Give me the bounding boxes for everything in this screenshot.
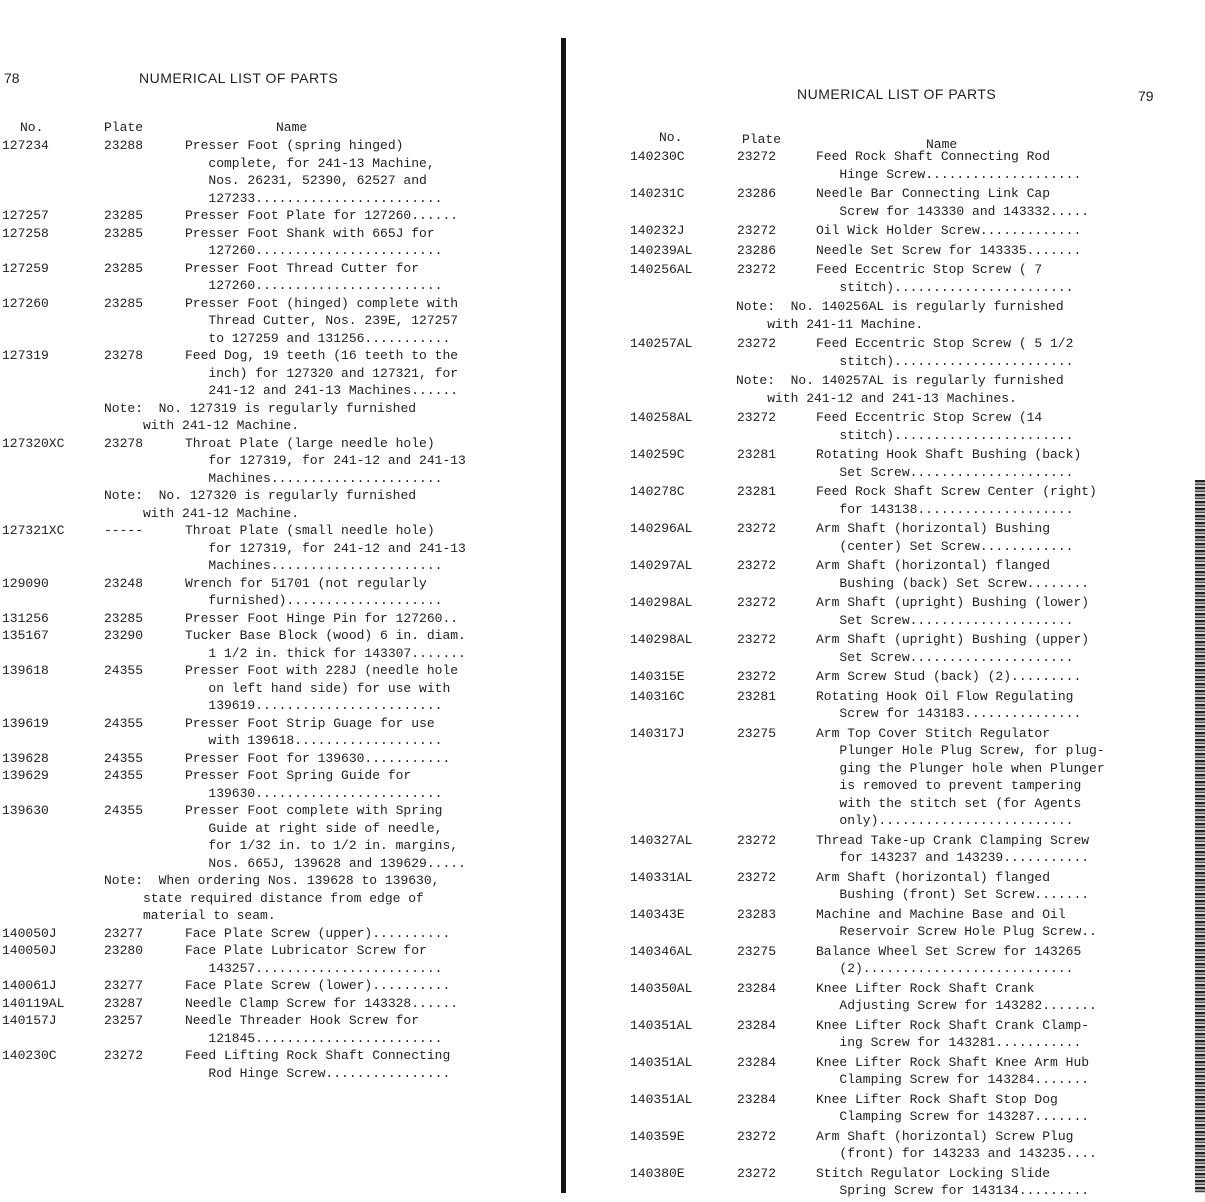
part-name-line: Set Screw..................... <box>816 464 1074 480</box>
plate-number: 23283 <box>737 906 777 922</box>
parts-row <box>576 688 1196 723</box>
part-number: 140315E <box>630 669 685 684</box>
plate-number: 23272 <box>737 262 777 277</box>
part-number: 140157J <box>2 1013 57 1028</box>
part-number: 127260 <box>2 295 49 311</box>
part-name-line: Arm Shaft (upright) Bushing (upper) <box>816 632 1090 647</box>
part-name-line: Arm Top Cover Stitch Regulator <box>816 725 1051 741</box>
plate-number: 23272 <box>737 223 777 238</box>
part-name-line: Bushing (back) Set Screw........ <box>816 575 1090 591</box>
part-name-line: Feed Rock Shaft Screw Center (right) <box>816 484 1097 499</box>
part-name-line: Screw for 143183............... <box>816 706 1082 721</box>
part-name-line: for 127319, for 241-12 and 241-13 <box>185 453 466 468</box>
plate-number: 23284 <box>737 980 777 996</box>
part-number: 140230C <box>630 149 685 164</box>
part-name-line: Knee Lifter Rock Shaft Crank Clamp- <box>816 1017 1090 1033</box>
plate-number: 23272 <box>737 149 777 164</box>
part-number: 140327AL <box>630 832 693 848</box>
part-name-line: Knee Lifter Rock Shaft Knee Arm Hub <box>816 1054 1090 1070</box>
plate-number: 23286 <box>737 242 777 258</box>
parts-row <box>0 627 560 662</box>
part-number: 140351AL <box>630 1017 693 1033</box>
part-name-line: with 139618................... <box>185 733 443 748</box>
part-number: 140256AL <box>630 262 693 277</box>
right-page-header: NUMERICAL LIST OF PARTS <box>797 86 997 102</box>
parts-row <box>576 980 1196 1015</box>
plate-number: 23277 <box>104 925 144 941</box>
parts-row <box>0 225 560 260</box>
parts-row <box>576 335 1196 370</box>
part-number: 140351AL <box>630 1054 693 1070</box>
part-name-line: for 143138.................... <box>816 501 1074 517</box>
plate-number: 23275 <box>737 943 777 959</box>
plate-number: 23272 <box>737 632 777 647</box>
part-name-line: Clamping Screw for 143284....... <box>816 1072 1090 1087</box>
note-line: with 241-12 and 241-13 Machines. <box>736 390 1017 406</box>
parts-row <box>576 906 1196 941</box>
part-name-line: Arm Shaft (horizontal) flanged <box>816 869 1051 885</box>
note-line: Note: No. 140257AL is regularly furnished <box>736 373 1064 388</box>
parts-row <box>576 483 1196 518</box>
part-name-line: Arm Shaft (horizontal) Bushing <box>816 521 1051 536</box>
part-name-line: Feed Dog, 19 teeth (16 teeth to the <box>185 348 459 363</box>
right-col-name-header: Name <box>926 137 958 152</box>
parts-row <box>576 261 1196 296</box>
part-name-line: (2)........................... <box>816 961 1074 976</box>
book-spine <box>561 38 566 1193</box>
part-name-line: Needle Set Screw for 143335....... <box>816 242 1082 258</box>
part-number: 140050J <box>2 925 57 941</box>
part-name-line: 139630........................ <box>185 785 443 801</box>
part-name-line: 121845........................ <box>185 1030 443 1046</box>
part-number: 140050J <box>2 943 57 958</box>
part-number: 140296AL <box>630 521 693 536</box>
part-number: 127259 <box>2 260 49 276</box>
left-col-name-header: Name <box>276 120 308 135</box>
parts-row <box>576 832 1196 867</box>
plate-number: 24355 <box>104 750 144 766</box>
part-name-line: Knee Lifter Rock Shaft Crank <box>816 980 1035 996</box>
right-col-plate-header: Plate <box>742 132 782 147</box>
part-name-line: stitch)....................... <box>816 279 1074 295</box>
part-name-line: ging the Plunger hole when Plunger <box>816 760 1105 776</box>
plate-number: 23281 <box>737 688 777 704</box>
part-name-line: Rotating Hook Shaft Bushing (back) <box>816 447 1082 462</box>
part-number: 140317J <box>630 725 685 741</box>
plate-number: 23285 <box>104 208 144 223</box>
parts-row <box>576 1128 1196 1163</box>
part-number: 140231C <box>630 186 685 201</box>
part-number: 139619 <box>2 715 49 731</box>
part-name-line: Face Plate Lubricator Screw for <box>185 943 427 958</box>
part-name-line: Throat Plate (large needle hole) <box>185 435 435 451</box>
part-name-line: Thread Take-up Crank Clamping Screw <box>816 832 1090 848</box>
part-name-line: Arm Shaft (upright) Bushing (lower) <box>816 595 1090 610</box>
note-line: Note: No. 140256AL is regularly furnished <box>736 299 1064 314</box>
part-name-line: is removed to prevent tampering <box>816 778 1082 793</box>
parts-row <box>0 1012 560 1047</box>
part-number: 140298AL <box>630 595 693 610</box>
plate-number: 23272 <box>104 1048 144 1063</box>
note-line: material to seam. <box>104 908 276 923</box>
note-line: state required distance from edge of <box>104 890 424 906</box>
left-col-no-header: No. <box>20 120 44 135</box>
part-name-line: Machines...................... <box>185 558 443 573</box>
part-name-line: Machines...................... <box>185 470 443 486</box>
part-name-line: 127260........................ <box>185 243 443 258</box>
plate-number: 24355 <box>104 803 144 818</box>
part-number: 139629 <box>2 768 49 783</box>
part-number: 127257 <box>2 208 49 223</box>
left-col-plate-header: Plate <box>104 120 144 135</box>
part-name-line: 143257........................ <box>185 960 443 976</box>
parts-row <box>0 260 560 295</box>
parts-row <box>0 942 560 977</box>
note-line: Note: No. 127320 is regularly furnished <box>104 488 417 503</box>
part-number: 127320XC <box>2 435 65 451</box>
part-name-line: Reservoir Screw Hole Plug Screw.. <box>816 924 1097 939</box>
parts-row <box>0 925 560 943</box>
parts-row <box>576 222 1196 240</box>
part-name-line: 1 1/2 in. thick for 143307....... <box>185 645 466 661</box>
part-name-line: 127233........................ <box>185 190 443 206</box>
part-name-line: Set Screw..................... <box>816 612 1074 628</box>
plate-number: 24355 <box>104 768 144 783</box>
part-name-line: Needle Threader Hook Screw for <box>185 1013 420 1028</box>
parts-row <box>0 522 560 575</box>
part-name-line: Face Plate Screw (upper).......... <box>185 925 451 941</box>
part-number: 140350AL <box>630 980 693 996</box>
part-name-line: Nos. 665J, 139628 and 139629..... <box>185 855 466 871</box>
part-name-line: Machine and Machine Base and Oil <box>816 906 1066 922</box>
part-name-line: (center) Set Screw............ <box>816 538 1074 554</box>
plate-number: ----- <box>104 523 144 538</box>
part-name-line: (front) for 143233 and 143235.... <box>816 1146 1097 1161</box>
parts-row <box>576 1091 1196 1126</box>
part-name-line: only)......................... <box>816 813 1074 828</box>
part-name-line: Feed Rock Shaft Connecting Rod <box>816 149 1051 164</box>
part-number: 140298AL <box>630 632 693 647</box>
part-number: 131256 <box>2 610 49 626</box>
parts-row <box>576 725 1196 830</box>
part-number: 140257AL <box>630 336 693 351</box>
note-line: with 241-12 Machine. <box>104 418 300 433</box>
part-name-line: for 127319, for 241-12 and 241-13 <box>185 540 466 556</box>
part-number: 127234 <box>2 138 49 153</box>
note-line: Note: When ordering Nos. 139628 to 139630, <box>104 873 440 888</box>
plate-number: 23272 <box>737 832 777 848</box>
parts-row <box>576 1017 1196 1052</box>
part-name-line: Arm Shaft (horizontal) flanged <box>816 558 1051 573</box>
part-number: 140278C <box>630 484 685 499</box>
part-name-line: Presser Foot Hinge Pin for 127260.. <box>185 610 459 626</box>
part-name-line: Spring Screw for 143134......... <box>816 1183 1090 1198</box>
note-line: Note: No. 127319 is regularly furnished <box>104 400 417 416</box>
parts-row <box>0 995 560 1013</box>
parts-row <box>0 662 560 715</box>
parts-row <box>0 610 560 628</box>
part-name-line: with the stitch set (for Agents <box>816 795 1082 811</box>
part-name-line: Needle Bar Connecting Link Cap <box>816 186 1051 201</box>
part-name-line: Plunger Hole Plug Screw, for plug- <box>816 743 1105 758</box>
part-name-line: Stitch Regulator Locking Slide <box>816 1165 1051 1181</box>
part-name-line: Presser Foot Shank with 665J for <box>185 225 435 241</box>
plate-number: 23284 <box>737 1054 777 1070</box>
parts-row <box>576 520 1196 555</box>
part-name-line: Presser Foot Spring Guide for <box>185 768 412 783</box>
part-number: 140380E <box>630 1165 685 1181</box>
parts-row <box>0 347 560 400</box>
part-number: 140061J <box>2 978 57 993</box>
part-name-line: Presser Foot (spring hinged) <box>185 138 404 153</box>
part-name-line: Tucker Base Block (wood) 6 in. diam. <box>185 628 466 643</box>
part-name-line: Rotating Hook Oil Flow Regulating <box>816 688 1074 704</box>
part-name-line: Feed Lifting Rock Shaft Connecting <box>185 1048 451 1063</box>
parts-row <box>576 242 1196 260</box>
part-name-line: stitch)....................... <box>816 353 1074 369</box>
part-number: 140346AL <box>630 943 693 959</box>
parts-row <box>0 715 560 750</box>
plate-number: 23272 <box>737 595 777 610</box>
left-page-number: 78 <box>4 70 20 86</box>
parts-row <box>576 1165 1196 1200</box>
part-number: 127319 <box>2 348 49 363</box>
parts-row <box>576 1054 1196 1089</box>
parts-row <box>0 802 560 872</box>
part-name-line: Needle Clamp Screw for 143328...... <box>185 995 459 1011</box>
plate-number: 23285 <box>104 610 144 626</box>
parts-row <box>576 446 1196 481</box>
part-number: 129090 <box>2 575 49 591</box>
part-name-line: Presser Foot Plate for 127260...... <box>185 208 459 223</box>
plate-number: 23272 <box>737 558 777 573</box>
part-number: 135167 <box>2 628 49 643</box>
part-name-line: Oil Wick Holder Screw............. <box>816 223 1082 238</box>
plate-number: 23285 <box>104 260 144 276</box>
part-name-line: Throat Plate (small needle hole) <box>185 523 435 538</box>
part-name-line: Adjusting Screw for 143282....... <box>816 998 1097 1013</box>
plate-number: 23281 <box>737 484 777 499</box>
part-name-line: Thread Cutter, Nos. 239E, 127257 <box>185 313 459 328</box>
part-name-line: Knee Lifter Rock Shaft Stop Dog <box>816 1091 1058 1107</box>
plate-number: 23290 <box>104 628 144 643</box>
plate-number: 23284 <box>737 1017 777 1033</box>
part-name-line: Feed Eccentric Stop Screw ( 7 <box>816 262 1043 277</box>
part-name-line: Balance Wheel Set Screw for 143265 <box>816 943 1082 959</box>
note-row <box>576 372 1196 407</box>
parts-row <box>576 631 1196 666</box>
part-name-line: to 127259 and 131256........... <box>185 330 451 346</box>
part-name-line: ing Screw for 143281........... <box>816 1035 1082 1050</box>
parts-row <box>0 435 560 488</box>
part-name-line: for 1/32 in. to 1/2 in. margins, <box>185 838 459 853</box>
plate-number: 23277 <box>104 978 144 993</box>
note-line: with 241-12 Machine. <box>104 505 300 521</box>
part-name-line: Feed Eccentric Stop Screw (14 <box>816 410 1043 425</box>
note-row <box>0 487 560 522</box>
page-edge-shadow <box>1195 480 1205 1193</box>
plate-number: 23285 <box>104 225 144 241</box>
plate-number: 23286 <box>737 186 777 201</box>
part-name-line: Arm Screw Stud (back) (2)......... <box>816 669 1082 684</box>
left-page <box>0 0 560 1193</box>
part-name-line: Clamping Screw for 143287....... <box>816 1109 1090 1124</box>
part-name-line: Rod Hinge Screw................ <box>185 1065 451 1081</box>
plate-number: 23272 <box>737 410 777 425</box>
plate-number: 23272 <box>737 869 777 885</box>
part-name-line: Arm Shaft (horizontal) Screw Plug <box>816 1128 1074 1144</box>
part-number: 140119AL <box>2 995 65 1011</box>
part-number: 139618 <box>2 663 49 678</box>
parts-row <box>576 943 1196 978</box>
left-parts-list <box>0 137 560 1082</box>
part-number: 140316C <box>630 688 685 704</box>
plate-number: 23272 <box>737 1128 777 1144</box>
part-number: 140359E <box>630 1128 685 1144</box>
part-number: 139628 <box>2 750 49 766</box>
part-number: 140343E <box>630 906 685 922</box>
parts-row <box>576 148 1196 183</box>
note-row <box>576 298 1196 333</box>
plate-number: 23272 <box>737 669 777 684</box>
part-name-line: for 143237 and 143239........... <box>816 850 1090 865</box>
left-page-header: NUMERICAL LIST OF PARTS <box>139 70 339 86</box>
plate-number: 24355 <box>104 663 144 678</box>
parts-row <box>0 767 560 802</box>
part-number: 140232J <box>630 223 685 238</box>
parts-row <box>0 137 560 207</box>
part-name-line: Wrench for 51701 (not regularly <box>185 575 427 591</box>
plate-number: 23284 <box>737 1091 777 1107</box>
right-parts-list <box>576 148 1196 1202</box>
right-page <box>576 0 1205 1198</box>
plate-number: 23278 <box>104 435 144 451</box>
parts-row <box>576 594 1196 629</box>
plate-number: 24355 <box>104 715 144 731</box>
part-name-line: Feed Eccentric Stop Screw ( 5 1/2 <box>816 336 1074 351</box>
parts-row <box>0 977 560 995</box>
parts-row <box>576 557 1196 592</box>
part-name-line: Presser Foot with 228J (needle hole <box>185 663 459 678</box>
part-number: 140239AL <box>630 242 693 258</box>
parts-row <box>0 207 560 225</box>
part-number: 140331AL <box>630 869 693 885</box>
part-name-line: 139619........................ <box>185 698 443 713</box>
note-row <box>0 400 560 435</box>
part-name-line: Presser Foot Thread Cutter for <box>185 260 420 276</box>
parts-row <box>0 575 560 610</box>
part-name-line: Guide at right side of needle, <box>185 820 443 836</box>
parts-row <box>576 668 1196 686</box>
parts-row <box>0 1047 560 1082</box>
note-row <box>0 872 560 925</box>
part-name-line: Presser Foot Strip Guage for use <box>185 715 435 731</box>
plate-number: 23257 <box>104 1013 144 1028</box>
parts-row <box>0 295 560 348</box>
plate-number: 23272 <box>737 521 777 536</box>
part-name-line: complete, for 241-13 Machine, <box>185 155 435 171</box>
part-name-line: on left hand side) for use with <box>185 680 451 696</box>
part-name-line: 241-12 and 241-13 Machines...... <box>185 383 459 398</box>
part-name-line: Presser Foot complete with Spring <box>185 803 443 818</box>
part-number: 139630 <box>2 803 49 818</box>
plate-number: 23278 <box>104 348 144 363</box>
plate-number: 23275 <box>737 725 777 741</box>
part-number: 140230C <box>2 1048 57 1063</box>
part-name-line: 127260........................ <box>185 278 443 293</box>
parts-row <box>0 750 560 768</box>
parts-row <box>576 185 1196 220</box>
part-number: 140351AL <box>630 1091 693 1107</box>
part-name-line: Presser Foot (hinged) complete with <box>185 295 459 311</box>
right-page-number: 79 <box>1138 88 1154 104</box>
plate-number: 23248 <box>104 575 144 591</box>
plate-number: 23272 <box>737 336 777 351</box>
part-number: 127321XC <box>2 523 65 538</box>
parts-row <box>576 409 1196 444</box>
plate-number: 23281 <box>737 447 777 462</box>
part-name-line: Presser Foot for 139630........... <box>185 750 451 766</box>
part-name-line: Screw for 143330 and 143332..... <box>816 203 1090 219</box>
part-name-line: Bushing (front) Set Screw....... <box>816 887 1090 902</box>
part-name-line: stitch)....................... <box>816 427 1074 443</box>
parts-row <box>576 869 1196 904</box>
plate-number: 23288 <box>104 138 144 153</box>
part-name-line: Nos. 26231, 52390, 62527 and <box>185 173 427 188</box>
part-name-line: furnished).................... <box>185 593 443 608</box>
plate-number: 23272 <box>737 1165 777 1181</box>
plate-number: 23280 <box>104 943 144 958</box>
plate-number: 23285 <box>104 295 144 311</box>
plate-number: 23287 <box>104 995 144 1011</box>
part-number: 127258 <box>2 225 49 241</box>
part-number: 140297AL <box>630 558 693 573</box>
part-number: 140258AL <box>630 410 693 425</box>
part-name-line: inch) for 127320 and 127321, for <box>185 365 459 381</box>
right-col-no-header: No. <box>659 130 683 145</box>
note-line: with 241-11 Machine. <box>736 316 924 332</box>
part-name-line: Set Screw..................... <box>816 649 1074 665</box>
part-name-line: Hinge Screw.................... <box>816 166 1082 182</box>
part-name-line: Face Plate Screw (lower).......... <box>185 978 451 993</box>
part-number: 140259C <box>630 447 685 462</box>
